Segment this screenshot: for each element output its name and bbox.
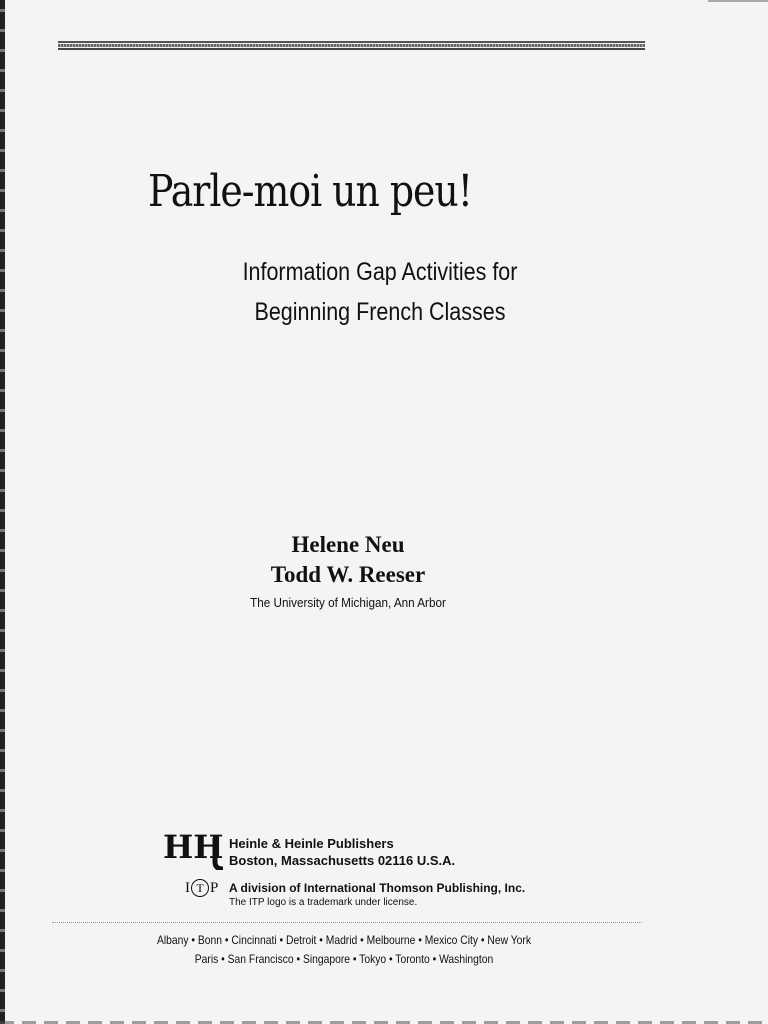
author-list [198, 530, 498, 590]
subtitle-line-1: Information Gap Activities for [242, 258, 518, 286]
heinle-logo-letters: HH [163, 828, 224, 866]
itp-logo-t: T [191, 879, 209, 897]
author-name: Todd W. Reeser [270, 562, 426, 587]
book-subtitle [139, 252, 621, 332]
cities-line-2: Paris • San Francisco • Singapore • Tokyo • Toronto • Washington [194, 952, 494, 966]
scan-binding-edge [0, 0, 5, 1024]
cities-line-1: Albany • Bonn • Cincinnati • Detroit • Madrid • Melbourne • Mexico City • New York [156, 933, 532, 947]
itp-logo-icon [185, 879, 218, 897]
publisher-address: Boston, Massachusetts 02116 U.S.A. [229, 853, 456, 868]
itp-logo-i: I [185, 880, 190, 896]
heinle-logo-icon [163, 826, 225, 870]
itp-block [229, 881, 525, 909]
top-decorative-rule [58, 41, 645, 50]
subtitle-line-2: Beginning French Classes [254, 298, 506, 326]
scan-corner-mark [708, 0, 768, 2]
itp-trademark-note: The ITP logo is a trademark under license. [229, 897, 418, 908]
publisher-block [229, 835, 455, 869]
publisher-name: Heinle & Heinle Publishers [229, 836, 394, 851]
book-title: Parle-moi un peu! [148, 166, 472, 217]
itp-division-text: A division of International Thomson Publishing, Inc. [229, 881, 526, 895]
author-affiliation: The University of Michigan, Ann Arbor [250, 595, 446, 610]
author-name: Helene Neu [291, 532, 405, 557]
dotted-divider [52, 922, 642, 924]
publisher-cities [134, 931, 554, 969]
itp-logo-p: P [210, 880, 219, 896]
